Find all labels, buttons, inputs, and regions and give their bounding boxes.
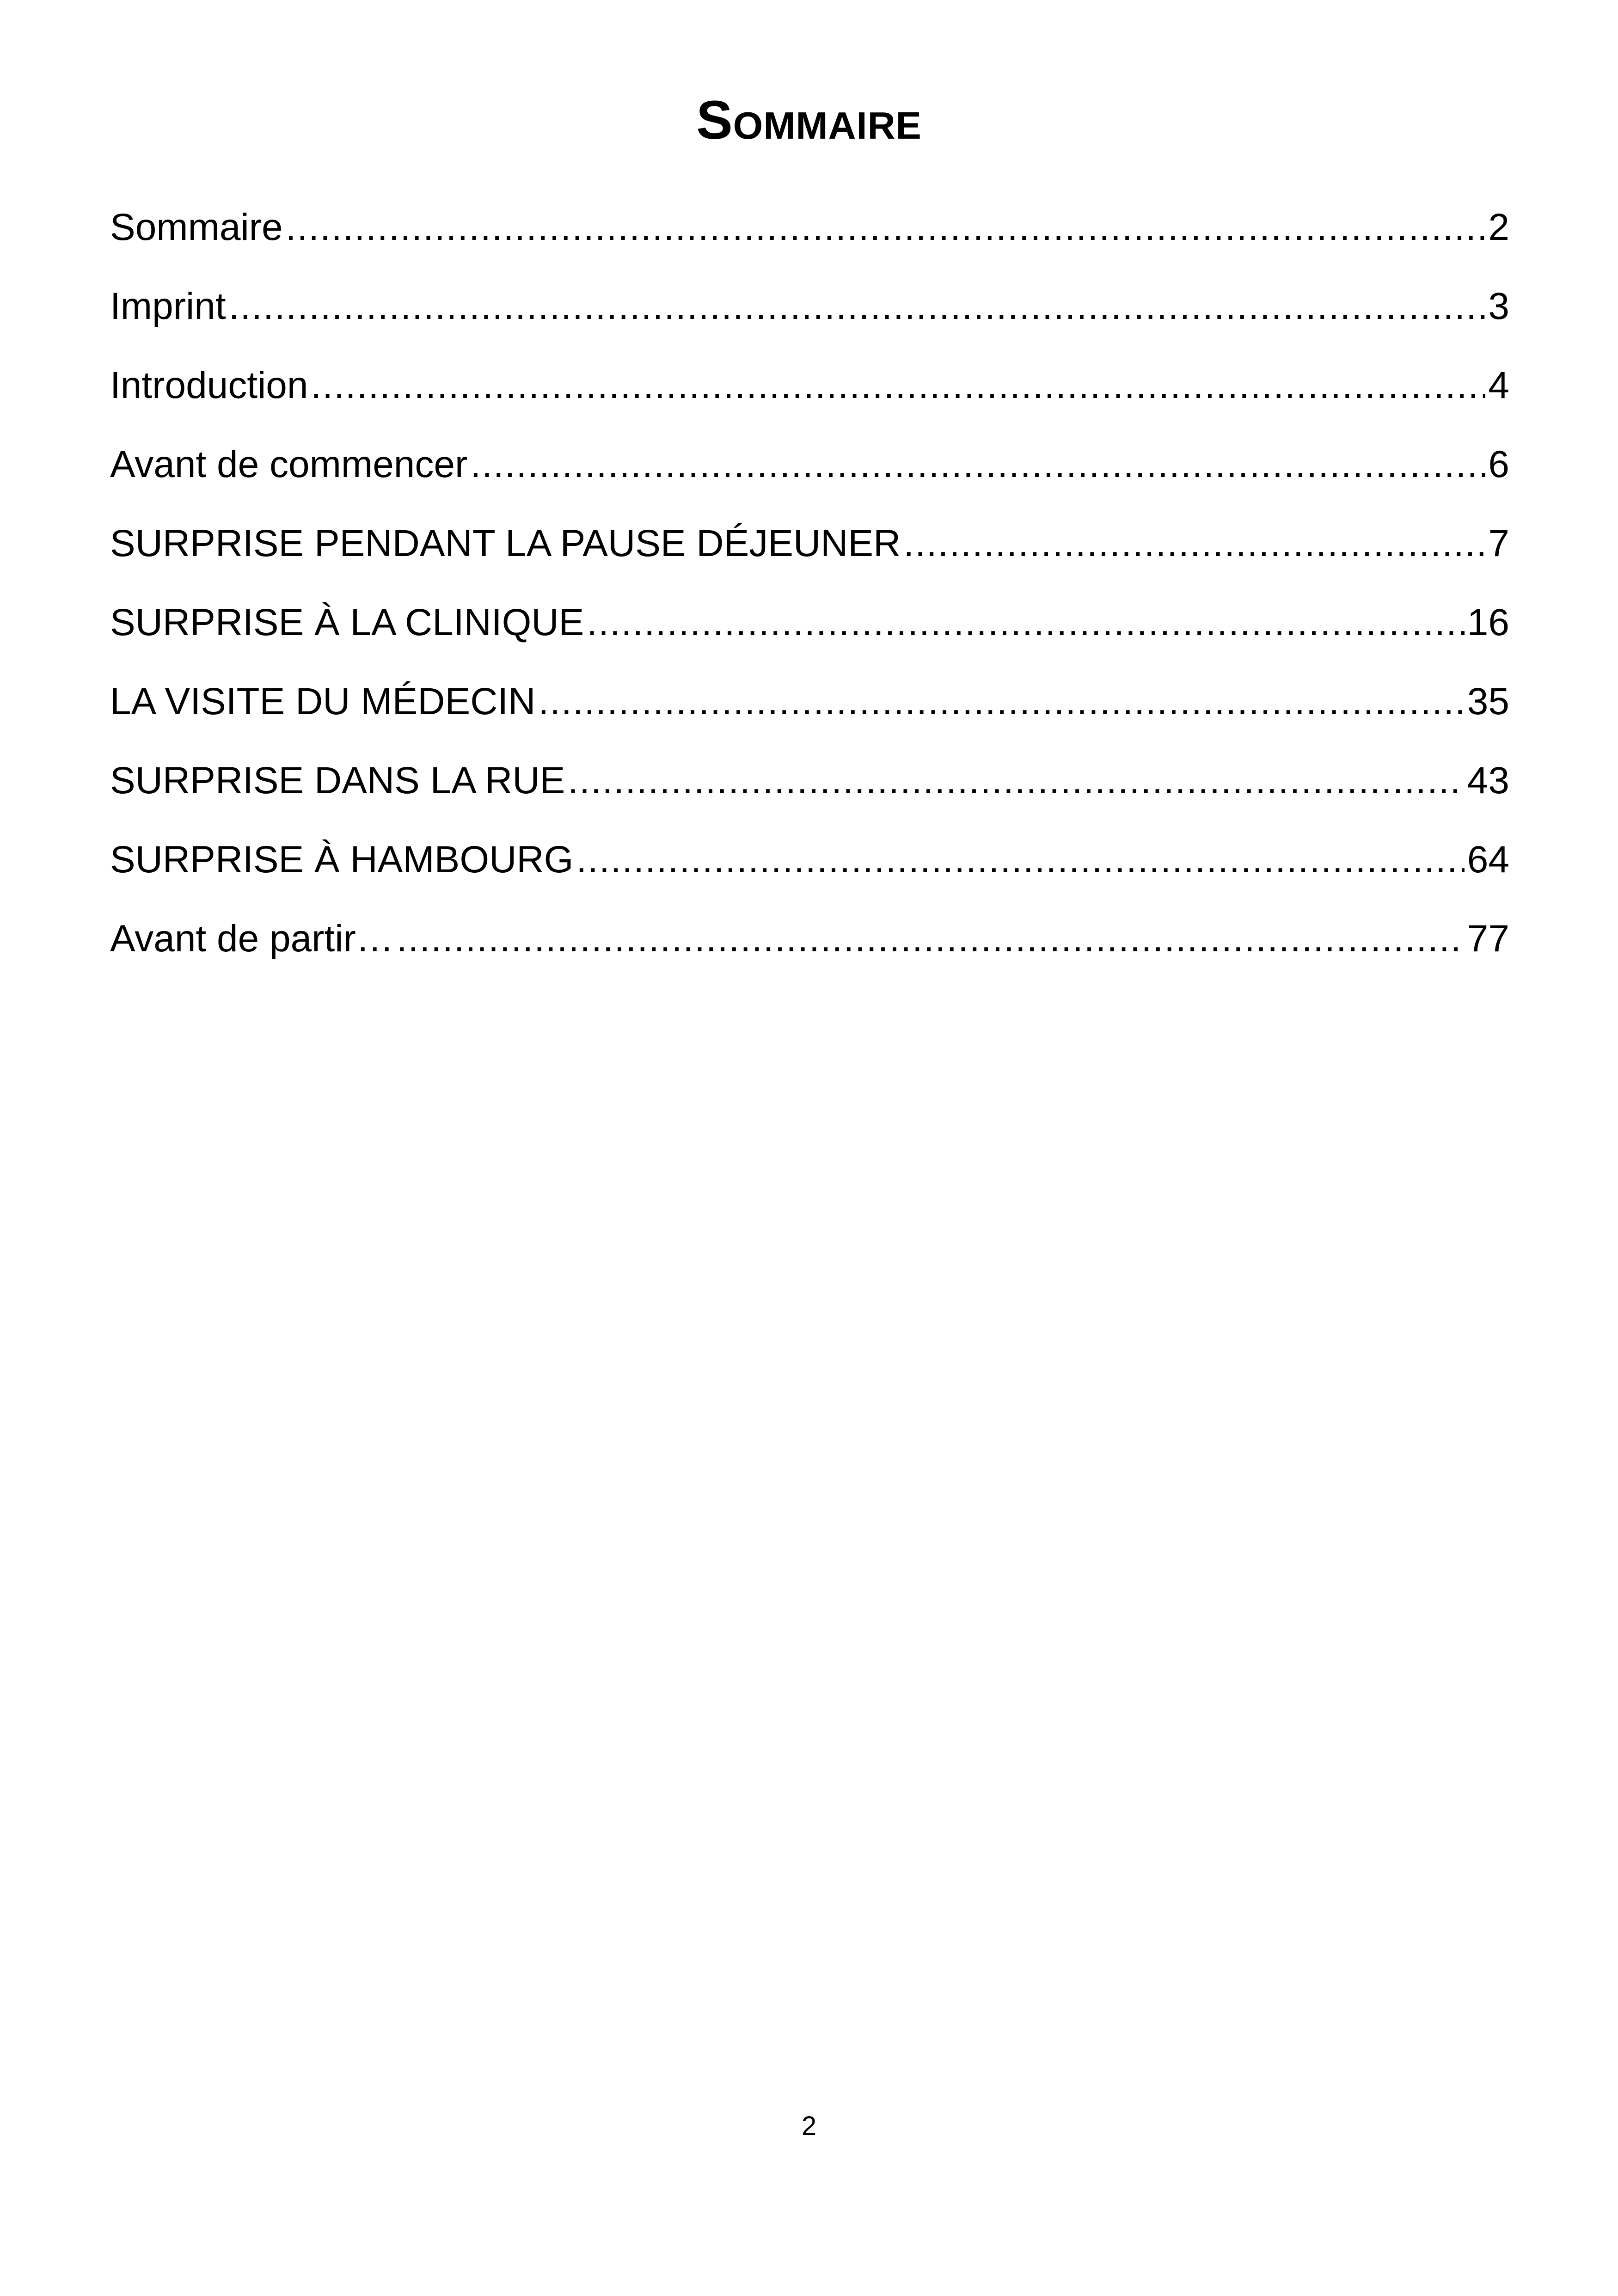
- toc-entry-label: SURPRISE PENDANT LA PAUSE DÉJEUNER: [110, 522, 901, 564]
- toc-entry-visite-medecin[interactable]: [110, 674, 1509, 753]
- toc-entry-surprise-rue[interactable]: [110, 753, 1509, 832]
- toc-entry-page: 35: [1467, 680, 1509, 722]
- page-number: 2: [801, 2111, 817, 2141]
- toc-entry-label: Avant de partir…: [110, 918, 394, 960]
- toc-entry-label: Imprint: [110, 285, 226, 327]
- page-title: Sommaire: [696, 90, 922, 151]
- toc-entry-surprise-clinique[interactable]: [110, 595, 1509, 674]
- toc-entry-imprint[interactable]: [110, 279, 1509, 358]
- toc-dot-leader: [568, 753, 1465, 808]
- toc-dot-leader: [397, 911, 1465, 967]
- toc-dot-leader: [470, 437, 1485, 492]
- toc-entry-sommaire[interactable]: [110, 200, 1509, 279]
- toc-entry-introduction[interactable]: [110, 358, 1509, 437]
- toc-entry-page: 3: [1488, 285, 1509, 327]
- toc-entry-page: 64: [1467, 839, 1509, 881]
- toc-dot-leader: [311, 358, 1486, 413]
- toc-dot-leader: [286, 200, 1486, 255]
- toc-entry-label: SURPRISE DANS LA RUE: [110, 759, 565, 802]
- toc-entry-label: LA VISITE DU MÉDECIN: [110, 680, 536, 722]
- toc-dot-leader: [903, 516, 1485, 571]
- toc-dot-leader: [576, 832, 1464, 888]
- toc-entry-label: Sommaire: [110, 206, 283, 248]
- toc-entry-page: 2: [1488, 206, 1509, 248]
- toc-entry-avant-de-partir[interactable]: [110, 911, 1509, 990]
- toc-entry-avant-de-commencer[interactable]: [110, 437, 1509, 516]
- toc-entry-surprise-hambourg[interactable]: [110, 832, 1509, 911]
- toc-entry-label: SURPRISE À HAMBOURG: [110, 839, 574, 881]
- toc-entry-page: 6: [1488, 443, 1509, 485]
- toc-dot-leader: [587, 595, 1464, 650]
- table-of-contents: [110, 200, 1509, 990]
- toc-entry-surprise-pause-dejeuner[interactable]: [110, 516, 1509, 595]
- toc-dot-leader: [229, 279, 1486, 334]
- toc-entry-label: Introduction: [110, 364, 308, 406]
- toc-entry-page: 7: [1488, 522, 1509, 564]
- toc-entry-page: 77: [1467, 918, 1509, 960]
- toc-entry-page: 4: [1488, 364, 1509, 406]
- toc-entry-page: 16: [1467, 601, 1509, 643]
- toc-entry-label: Avant de commencer: [110, 443, 468, 485]
- toc-entry-label: SURPRISE À LA CLINIQUE: [110, 601, 584, 643]
- toc-entry-page: 43: [1467, 759, 1509, 802]
- toc-dot-leader: [538, 674, 1464, 729]
